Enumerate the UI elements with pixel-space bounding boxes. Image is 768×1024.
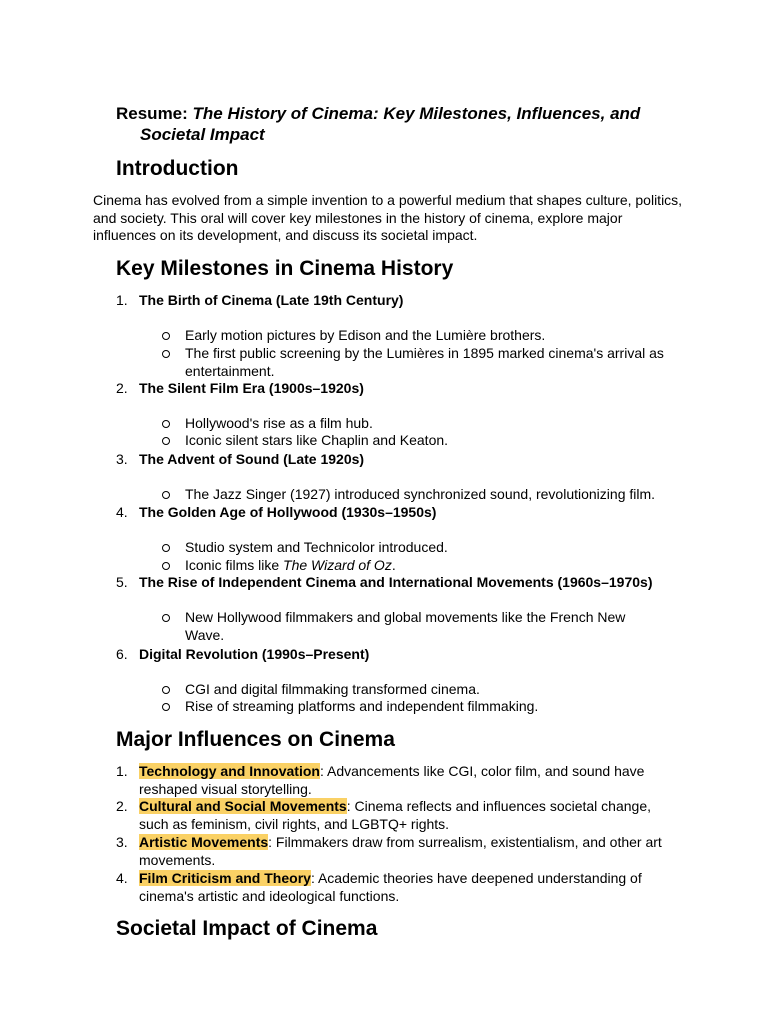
highlighted-term: Cultural and Social Movements [139,798,347,814]
hollow-bullet-icon [162,491,170,499]
bullet-item [162,415,682,433]
milestone-title: The Birth of Cinema (Late 19th Century) [139,292,404,308]
milestones-heading: Key Milestones in Cinema History [116,257,454,280]
influences-heading: Major Influences on Cinema [116,728,395,751]
milestone-title: The Rise of Independent Cinema and International Movements (1960s–1970s) [139,574,653,590]
milestone-item [116,451,676,469]
bullet-text: Studio system and Technicolor introduced. [185,539,448,555]
influence-description: : Academic theories have deepened understanding of cinema's artistic and ideological functions. [139,870,642,904]
list-number: 1. [116,292,128,308]
hollow-bullet-icon [162,614,170,622]
hollow-bullet-icon [162,437,170,445]
film-title: The Wizard of Oz [283,557,392,573]
bullet-text-prefix: Iconic films like [185,557,284,573]
influence-text [139,763,656,798]
intro-paragraph: Cinema has evolved from a simple invention to a powerful medium that shapes culture, politics, and society. This oral will cover key milestones in the history of cinema, explore major influences on its development, and discuss its societal impact. [93,192,683,244]
list-number: 2. [116,380,128,396]
highlighted-term: Technology and Innovation [139,763,320,779]
milestone-title: The Advent of Sound (Late 1920s) [139,451,365,467]
bullet-item [162,432,682,450]
influence-text [139,834,676,869]
bullet-item [162,486,682,504]
highlighted-term: Film Criticism and Theory [139,870,311,886]
hollow-bullet-icon [162,332,170,340]
bullet-text: The Jazz Singer (1927) introduced synchronized sound, revolutionizing film. [185,486,656,502]
list-number: 4. [116,870,128,886]
bullet-text: Early motion pictures by Edison and the Lumière brothers. [185,327,546,343]
intro-heading: Introduction [116,157,239,180]
bullet-text: New Hollywood filmmakers and global movements like the French New Wave. [185,609,626,643]
milestone-title: The Golden Age of Hollywood (1930s–1950s) [139,504,437,520]
hollow-bullet-icon [162,562,170,570]
influence-item [116,763,656,798]
influence-description: : Advancements like CGI, color film, and sound have reshaped visual storytelling. [139,763,645,797]
bullet-text: Iconic silent stars like Chaplin and Keaton. [185,432,449,448]
bullet-text: Rise of streaming platforms and independent filmmaking. [185,698,539,714]
milestone-item [116,292,676,310]
title-prefix: Resume: [116,104,193,123]
influence-item [116,870,656,905]
hollow-bullet-icon [162,420,170,428]
hollow-bullet-icon [162,350,170,358]
milestone-item [116,574,676,592]
list-number: 6. [116,646,128,662]
list-number: 2. [116,798,128,814]
impact-heading: Societal Impact of Cinema [116,917,378,940]
hollow-bullet-icon [162,686,170,694]
milestone-title: Digital Revolution (1990s–Present) [139,646,370,662]
list-number: 1. [116,763,128,779]
influence-item [116,834,676,869]
milestone-item [116,380,676,398]
milestone-item [116,646,676,664]
bullet-item [162,609,642,644]
influence-description: : Cinema reflects and influences societal change, such as feminism, civil rights, and LGBTQ+ rights. [139,798,651,832]
bullet-item [162,698,682,716]
hollow-bullet-icon [162,703,170,711]
list-number: 4. [116,504,128,520]
bullet-text [185,557,682,575]
milestone-title: The Silent Film Era (1900s–1920s) [139,380,364,396]
highlighted-term: Artistic Movements [139,834,269,850]
hollow-bullet-icon [162,544,170,552]
bullet-item [162,327,682,345]
bullet-text-suffix: . [391,557,396,573]
list-number: 3. [116,834,128,850]
document-title [116,103,700,145]
influence-description: : Filmmakers draw from surrealism, existentialism, and other art movements. [139,834,662,868]
bullet-item [162,681,682,699]
bullet-item [162,557,682,575]
list-number: 3. [116,451,128,467]
bullet-item [162,345,682,380]
milestone-item [116,504,676,522]
list-number: 5. [116,574,128,590]
influence-text [139,870,656,905]
bullet-text: CGI and digital filmmaking transformed cinema. [185,681,480,697]
bullet-text: Hollywood's rise as a film hub. [185,415,373,431]
influence-text [139,798,656,833]
bullet-text: The first public screening by the Lumières in 1895 marked cinema's arrival as entertainment. [185,345,664,379]
influence-item [116,798,656,833]
title-italic: The History of Cinema: Key Milestones, Influences, and Societal Impact [140,104,641,144]
bullet-item [162,539,682,557]
